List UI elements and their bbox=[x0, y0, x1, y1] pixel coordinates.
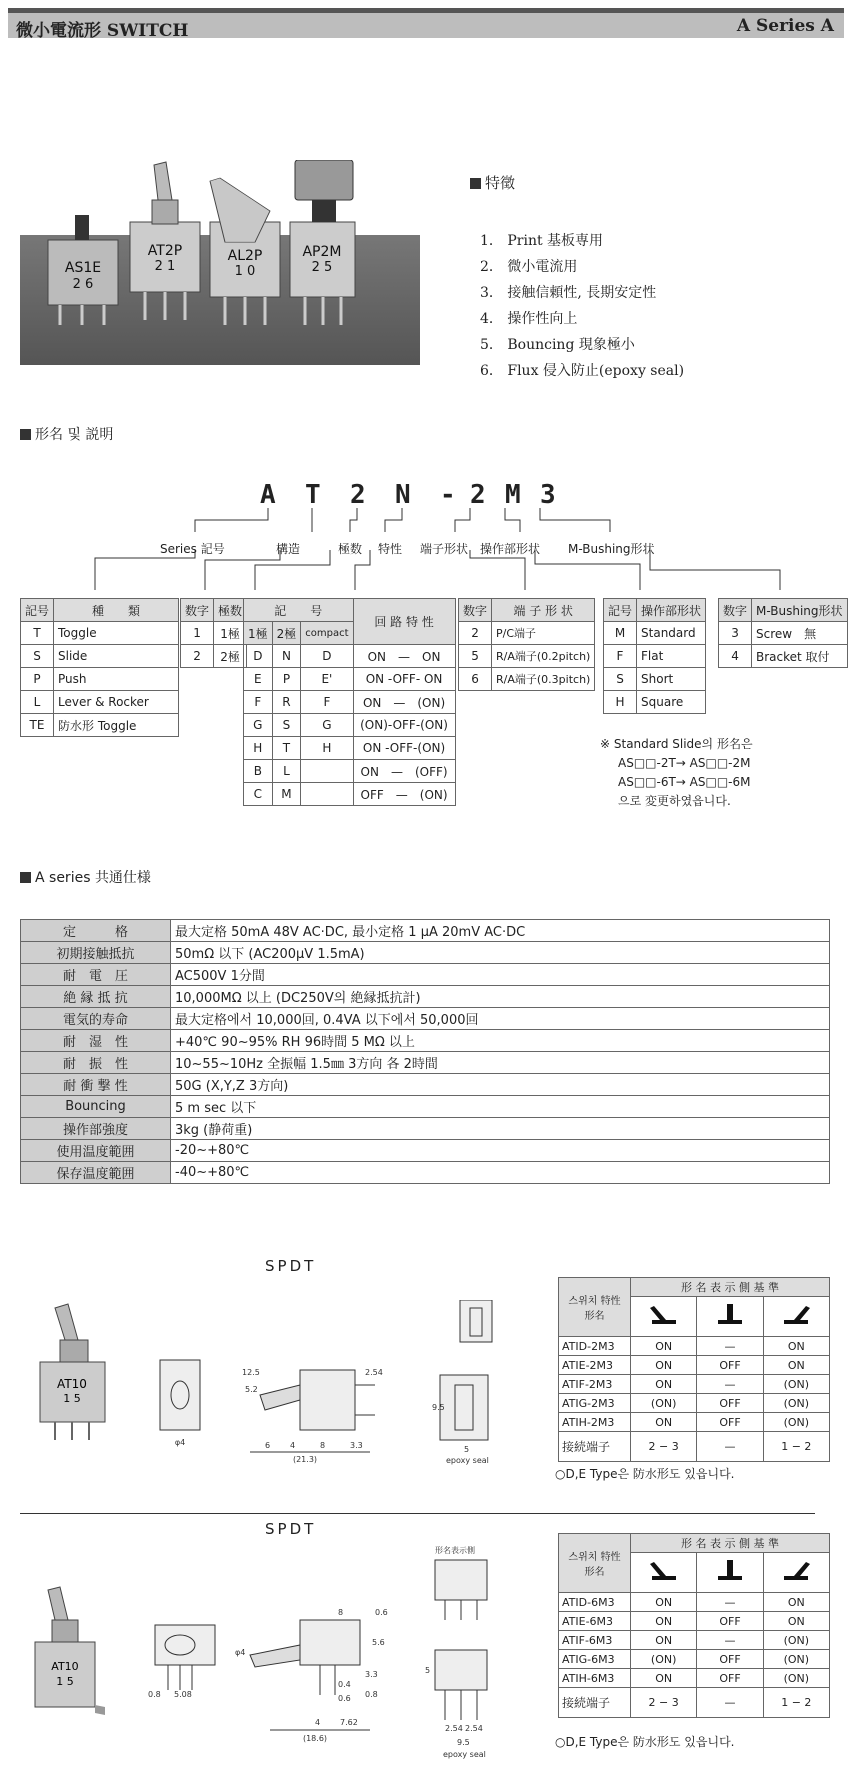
svg-text:φ4: φ4 bbox=[235, 1648, 246, 1657]
table-row: ATIG-2M3 (ON) OFF (ON) bbox=[559, 1394, 830, 1413]
svg-text:0.8: 0.8 bbox=[148, 1690, 161, 1699]
table-row: 耐 電 圧 AC500V 1分間 bbox=[21, 964, 830, 986]
code-char: A bbox=[260, 480, 276, 510]
feature-item: 2． 微小電流用 bbox=[480, 259, 578, 275]
svg-text:0.6: 0.6 bbox=[338, 1694, 351, 1703]
switch-image bbox=[40, 1304, 105, 1440]
switch-name: AP2M bbox=[302, 244, 342, 260]
feature-item: 3． 接触信頼性, 長期安定性 bbox=[480, 285, 657, 301]
switch-number: 2 6 bbox=[72, 277, 94, 292]
svg-text:2.54: 2.54 bbox=[465, 1724, 483, 1733]
table-row: 接続端子 2 − 3 — 1 − 2 bbox=[559, 1688, 830, 1718]
svg-text:0.8: 0.8 bbox=[365, 1690, 378, 1699]
svg-text:5.08: 5.08 bbox=[174, 1690, 192, 1699]
switch-name: AS1E bbox=[64, 260, 102, 276]
svg-text:2.54: 2.54 bbox=[365, 1368, 383, 1377]
label-poles: 極数 bbox=[338, 542, 363, 556]
table-row: ATID-6M3 ON — ON bbox=[559, 1593, 830, 1612]
table-row: H T H ON -OFF-(ON) bbox=[244, 737, 456, 760]
label-structure: 構造 bbox=[276, 542, 301, 556]
features-heading: 特徵 bbox=[470, 172, 515, 193]
svg-text:9.5: 9.5 bbox=[457, 1738, 470, 1747]
switch-image bbox=[35, 1587, 105, 1715]
svg-text:6: 6 bbox=[265, 1441, 271, 1450]
switch-name: AL2P bbox=[227, 248, 263, 264]
code-char: 2 bbox=[350, 480, 366, 510]
table-row: ATIE-6M3 ON OFF ON bbox=[559, 1612, 830, 1631]
table-row: 1 1極 bbox=[181, 622, 247, 645]
table-row: ATIH-6M3 ON OFF (ON) bbox=[559, 1669, 830, 1688]
table-row: P Push bbox=[21, 668, 179, 691]
svg-text:0.4: 0.4 bbox=[338, 1680, 351, 1689]
divider bbox=[20, 1513, 815, 1514]
table-row: B L ON — (OFF) bbox=[244, 760, 456, 783]
bushing-table: 数字 M-Bushing形状 3 Screw 無 4 Bracket 取付 bbox=[718, 598, 848, 668]
terminal-table: 数字 端 子 形 状 2 P/C端子 5 R/A端子(0.2pitch) 6 R/A端子(0.3pitch) bbox=[458, 598, 595, 691]
actuator-table: 記号 操作部形状 M Standard F Flat S Short H Square bbox=[603, 598, 706, 714]
table-row: 使用温度範囲 -20~+80℃ bbox=[21, 1140, 830, 1162]
spdt-title: SPDT bbox=[265, 1520, 317, 1538]
svg-text:(18.6): (18.6) bbox=[302, 1734, 328, 1743]
svg-text:9.5: 9.5 bbox=[432, 1403, 445, 1412]
table-row: ATIH-2M3 ON OFF (ON) bbox=[559, 1413, 830, 1432]
svg-text:4: 4 bbox=[315, 1718, 321, 1727]
table-row: C M OFF — (ON) bbox=[244, 783, 456, 806]
side-view-drawing bbox=[235, 1608, 388, 1743]
code-char: 2 bbox=[470, 480, 486, 510]
table-row: 電気的寿命 最大定格에서 10,000回, 0.4VA 以下에서 50,000回 bbox=[21, 1008, 830, 1030]
table-row: ATIG-6M3 (ON) OFF (ON) bbox=[559, 1650, 830, 1669]
page-title: 微小電流形 SWITCH bbox=[16, 21, 189, 41]
switch-number: 1 0 bbox=[234, 264, 256, 279]
code-char: - bbox=[440, 480, 456, 510]
table-row: ATIE-2M3 ON OFF ON bbox=[559, 1356, 830, 1375]
label-actuator: 操作部形状 bbox=[480, 542, 541, 556]
svg-text:形名表示側: 形名表示側 bbox=[435, 1546, 475, 1555]
table-row: 操作部強度 3kg (静荷重) bbox=[21, 1118, 830, 1140]
spdt1-table: 스위치 特性 形名 形 名 表 示 側 基 準 ATID-2M3 ON — ON ATIE-2M3 ON OFF ON ATIF-2M3 ON — (ON) ATIG-2M3 (ON) OFF (ON) ATIH-2M3 ON OFF (ON) 接続端子 2 − 3 — 1 − 2 bbox=[558, 1277, 830, 1462]
top-view-drawing bbox=[425, 1545, 487, 1759]
label-characteristic: 特性 bbox=[378, 542, 403, 556]
table-row: Bouncing 5 m sec 以下 bbox=[21, 1096, 830, 1118]
square-bullet-icon bbox=[470, 178, 481, 189]
model-section-heading: 形名 및 説明 bbox=[20, 424, 113, 444]
slide-note: ※ Standard Slide의 形名은 AS□□-2T→ AS□□-2M AS□□-6T→ AS□□-6M 으로 変更하였읍니다. bbox=[600, 737, 753, 808]
table-row: 絶 縁 抵 抗 10,000MΩ 以上 (DC250V의 絶縁抵抗計) bbox=[21, 986, 830, 1008]
table-row: ATIF-2M3 ON — (ON) bbox=[559, 1375, 830, 1394]
lever-right-icon bbox=[776, 1302, 816, 1328]
code-char: M bbox=[505, 480, 521, 510]
table-row: 初期接触抵抗 50mΩ 以下 (AC200μV 1.5mA) bbox=[21, 942, 830, 964]
svg-text:φ4: φ4 bbox=[174, 1438, 186, 1447]
front-view-drawing bbox=[148, 1625, 215, 1699]
table-row: 耐 衝 撃 性 50G (X,Y,Z 3方向) bbox=[21, 1074, 830, 1096]
code-char: N bbox=[395, 480, 411, 510]
spdt1-note: ○D,E Type은 防水形도 있읍니다. bbox=[555, 1467, 735, 1481]
table-row: D N D ON — ON bbox=[244, 645, 456, 668]
spdt2-note: ○D,E Type은 防水形도 있읍니다. bbox=[555, 1735, 735, 1749]
table-row: 保存温度範囲 -40~+80℃ bbox=[21, 1162, 830, 1184]
label-terminal: 端子形状 bbox=[420, 542, 469, 556]
svg-text:AT10: AT10 bbox=[51, 1660, 79, 1673]
product-photo bbox=[20, 160, 420, 365]
lever-center-icon bbox=[710, 1558, 750, 1584]
square-bullet-icon bbox=[20, 429, 31, 440]
svg-text:5: 5 bbox=[425, 1666, 431, 1675]
code-char: T bbox=[305, 480, 321, 510]
spdt2-drawing bbox=[20, 1545, 540, 1765]
table-row: T Toggle bbox=[21, 622, 179, 645]
table-row: L Lever & Rocker bbox=[21, 691, 179, 714]
switch-number: 2 1 bbox=[154, 259, 176, 274]
spdt2-table: 스위치 特性 形名 形 名 表 示 側 基 準 ATID-6M3 ON — ON ATIE-6M3 ON OFF ON ATIF-6M3 ON — (ON) ATIG-6M3 (ON) OFF (ON) ATIH-6M3 ON OFF (ON) 接続端子 2 − 3 — 1 − 2 bbox=[558, 1533, 830, 1718]
table-row: 2 P/C端子 bbox=[459, 622, 595, 645]
switch-name: AT2P bbox=[147, 243, 183, 259]
feature-item: 6． Flux 侵入防止(epoxy seal) bbox=[480, 363, 685, 379]
svg-text:epoxy seal: epoxy seal bbox=[443, 1750, 486, 1759]
table-row: 6 R/A端子(0.3pitch) bbox=[459, 668, 595, 691]
code-char: 3 bbox=[540, 480, 556, 510]
lever-left-icon bbox=[644, 1558, 684, 1584]
feature-item: 1． Print 基板専用 bbox=[480, 233, 604, 249]
switch-number: 2 5 bbox=[311, 260, 333, 275]
svg-text:epoxy seal: epoxy seal bbox=[446, 1456, 489, 1465]
spec-table bbox=[20, 919, 830, 1184]
features-list bbox=[480, 228, 684, 384]
table-row: E P E' ON -OFF- ON bbox=[244, 668, 456, 691]
table-row: H Square bbox=[604, 691, 706, 714]
svg-text:8: 8 bbox=[320, 1441, 326, 1450]
label-bushing: M-Bushing形状 bbox=[568, 542, 655, 556]
table-row: S Slide bbox=[21, 645, 179, 668]
svg-text:1 5: 1 5 bbox=[63, 1392, 81, 1405]
top-view-drawing bbox=[432, 1300, 492, 1465]
series-title: A Series A bbox=[736, 16, 834, 36]
table-row: TE 防水形 Toggle bbox=[21, 714, 179, 737]
table-row: 4 Bracket 取付 bbox=[719, 645, 848, 668]
svg-text:2.54: 2.54 bbox=[445, 1724, 463, 1733]
table-row: 耐 振 性 10~55~10Hz 全振幅 1.5㎜ 3方向 各 2時間 bbox=[21, 1052, 830, 1074]
table-row: F R F ON — (ON) bbox=[244, 691, 456, 714]
svg-text:5.6: 5.6 bbox=[372, 1638, 385, 1647]
table-row: 耐 湿 性 +40℃ 90~95% RH 96時間 5 MΩ 以上 bbox=[21, 1030, 830, 1052]
svg-text:3.3: 3.3 bbox=[350, 1441, 363, 1450]
svg-text:5: 5 bbox=[464, 1445, 470, 1454]
header-bar bbox=[8, 8, 844, 41]
table-row: 接続端子 2 − 3 — 1 − 2 bbox=[559, 1432, 830, 1462]
lever-right-icon bbox=[776, 1558, 816, 1584]
circuit-table: 記 号 回 路 特 性 1極 2極 compact D N D ON — ON E P E' ON -OFF- ON F R F ON — (ON) G S G (ON)-OFF-(ON) H T H ON -OFF-(ON) B L ON — (OFF) C M OFF — (ON) bbox=[243, 598, 456, 806]
feature-item: 5． Bouncing 現象極小 bbox=[480, 337, 635, 353]
spdt-title: SPDT bbox=[265, 1257, 317, 1275]
svg-text:4: 4 bbox=[290, 1441, 296, 1450]
table-row: 定 格 最大定格 50mA 48V AC·DC, 最小定格 1 μA 20mV AC·DC bbox=[21, 920, 830, 942]
svg-text:5.2: 5.2 bbox=[245, 1385, 258, 1394]
svg-text:1 5: 1 5 bbox=[56, 1675, 74, 1688]
type-table: 記号 種 類 T Toggle S Slide P Push L Lever & Rocker TE 防水形 Toggle bbox=[20, 598, 179, 737]
svg-text:0.6: 0.6 bbox=[375, 1608, 388, 1617]
svg-text:AT10: AT10 bbox=[57, 1377, 87, 1391]
side-view-drawing bbox=[242, 1368, 383, 1464]
table-row: 5 R/A端子(0.2pitch) bbox=[459, 645, 595, 668]
label-series: Series 記号 bbox=[160, 542, 225, 556]
svg-text:(21.3): (21.3) bbox=[292, 1455, 318, 1464]
lever-left-icon bbox=[644, 1302, 684, 1328]
table-row: G S G (ON)-OFF-(ON) bbox=[244, 714, 456, 737]
table-row: 3 Screw 無 bbox=[719, 622, 848, 645]
square-bullet-icon bbox=[20, 872, 31, 883]
front-view-drawing bbox=[160, 1360, 200, 1447]
lever-center-icon bbox=[710, 1302, 750, 1328]
spdt1-drawing bbox=[20, 1300, 540, 1470]
svg-text:8: 8 bbox=[338, 1608, 344, 1617]
table-row: 2 2極 bbox=[181, 645, 247, 668]
table-row: M Standard bbox=[604, 622, 706, 645]
spec-section-heading: A series 共通仕様 bbox=[20, 867, 151, 887]
table-row: F Flat bbox=[604, 645, 706, 668]
table-row: ATIF-6M3 ON — (ON) bbox=[559, 1631, 830, 1650]
svg-text:12.5: 12.5 bbox=[242, 1368, 260, 1377]
svg-text:7.62: 7.62 bbox=[340, 1718, 358, 1727]
table-row: ATID-2M3 ON — ON bbox=[559, 1337, 830, 1356]
pole-table: 数字 極数 1 1極 2 2極 bbox=[180, 598, 247, 668]
table-row: S Short bbox=[604, 668, 706, 691]
svg-text:3.3: 3.3 bbox=[365, 1670, 378, 1679]
feature-item: 4． 操作性向上 bbox=[480, 311, 578, 327]
